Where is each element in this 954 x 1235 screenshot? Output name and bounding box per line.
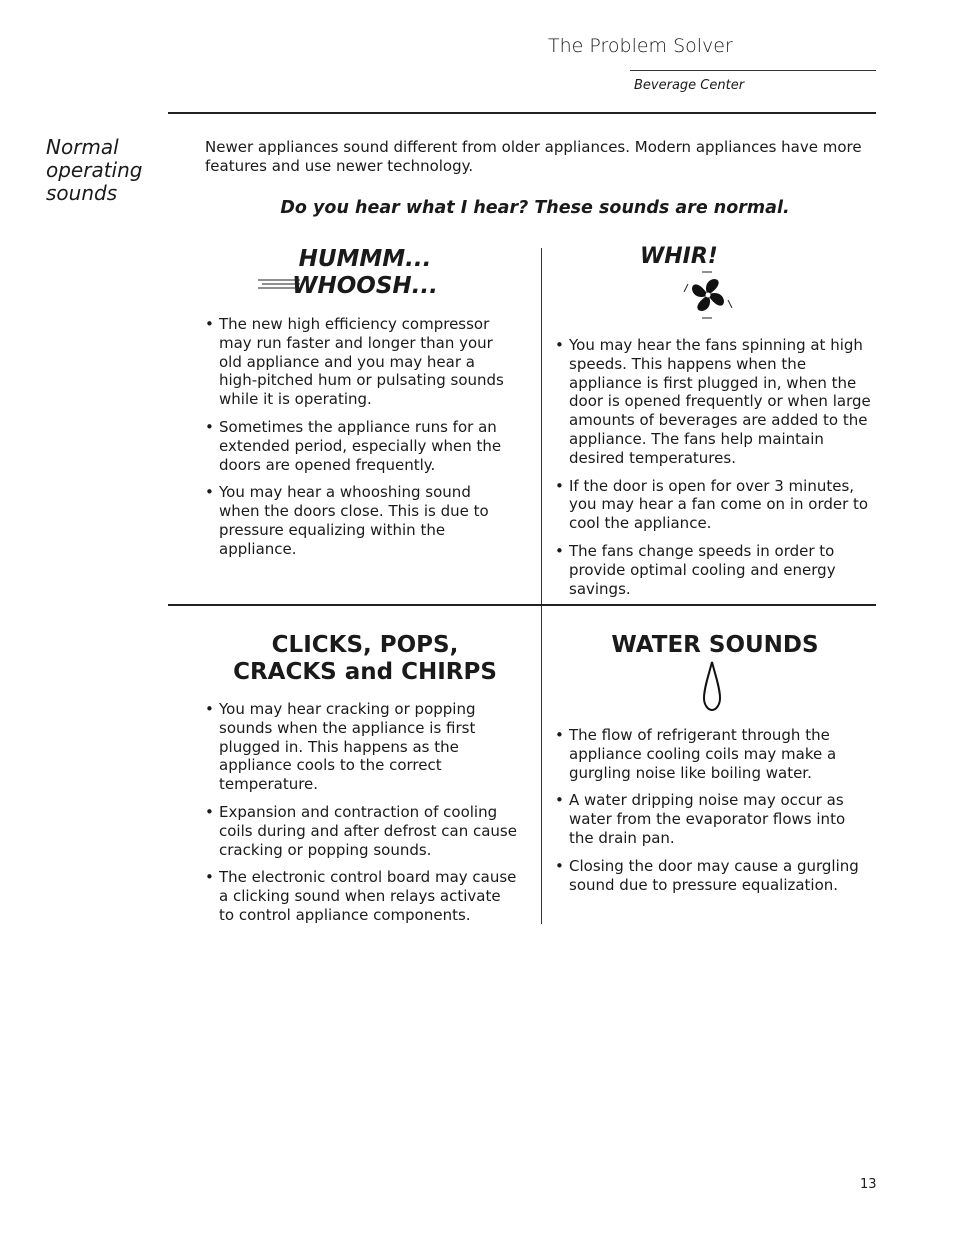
water-drop-icon (702, 660, 722, 712)
list-item: • The new high efficiency compressor may run faster and longer than your old appliance and you may hear a high-pitched hum or pulsating sounds while it is operating. (205, 315, 515, 409)
page-header-subtitle: Beverage Center (634, 78, 745, 93)
list-item: • You may hear a whooshing sound when the doors close. This is due to pressure equalizing within the appliance. (205, 483, 515, 558)
page-number: 13 (860, 1177, 877, 1192)
clicks-pops-title (205, 632, 525, 686)
column-divider-top (541, 248, 542, 604)
list-item: • Expansion and contraction of cooling coils during and after defrost can cause cracking or popping sounds. (205, 803, 517, 859)
list-item: • You may hear the fans spinning at high speeds. This happens when the appliance is first plugged in, when the door is opened frequently or when large amounts of beverages are added to the appliance. The fans help maintain desired temperatures. (555, 336, 880, 468)
clicks-title-line: CLICKS, POPS, (271, 632, 459, 658)
list-item: • Sometimes the appliance runs for an extended period, especially when the doors are opened frequently. (205, 418, 515, 474)
whir-title: WHIR! (640, 244, 718, 269)
column-divider-bottom (541, 606, 542, 924)
list-item: • Closing the door may cause a gurgling sound due to pressure equalization. (555, 857, 865, 895)
chirps-title-line: CRACKS and CHIRPS (233, 659, 497, 685)
hum-title-line: HUMMM... (298, 246, 432, 272)
list-item: • The flow of refrigerant through the appliance cooling coils may make a gurgling noise like boiling water. (555, 726, 865, 782)
list-item: • The electronic control board may cause a clicking sound when relays activate to control appliance components. (205, 868, 517, 924)
list-item: • A water dripping noise may occur as water from the evaporator flows into the drain pan. (555, 791, 865, 847)
section-question: Do you hear what I hear? These sounds are normal. (280, 198, 790, 218)
whoosh-title-line: WHOOSH... (292, 273, 438, 299)
speed-lines-icon (258, 278, 302, 290)
water-sounds-list (555, 726, 865, 903)
header-divider (630, 70, 876, 71)
fan-icon (682, 270, 734, 320)
section-intro: Newer appliances sound different from older appliances. Modern appliances have more features and use newer technology. (205, 138, 862, 175)
hum-whoosh-list (205, 315, 515, 568)
page-header-title: The Problem Solver (548, 35, 733, 57)
list-item: • If the door is open for over 3 minutes, you may hear a fan come on in order to cool the appliance. (555, 477, 880, 533)
water-sounds-title: WATER SOUNDS (611, 632, 819, 658)
clicks-pops-list (205, 700, 517, 934)
list-item: • You may hear cracking or popping sounds when the appliance is first plugged in. This happens as the appliance cools to the correct temperature. (205, 700, 517, 794)
hum-whoosh-title (290, 246, 440, 300)
whir-list (555, 336, 880, 607)
section-top-divider (168, 112, 876, 114)
section-heading: Normal operating sounds (46, 135, 143, 205)
list-item: • The fans change speeds in order to provide optimal cooling and energy savings. (555, 542, 880, 598)
